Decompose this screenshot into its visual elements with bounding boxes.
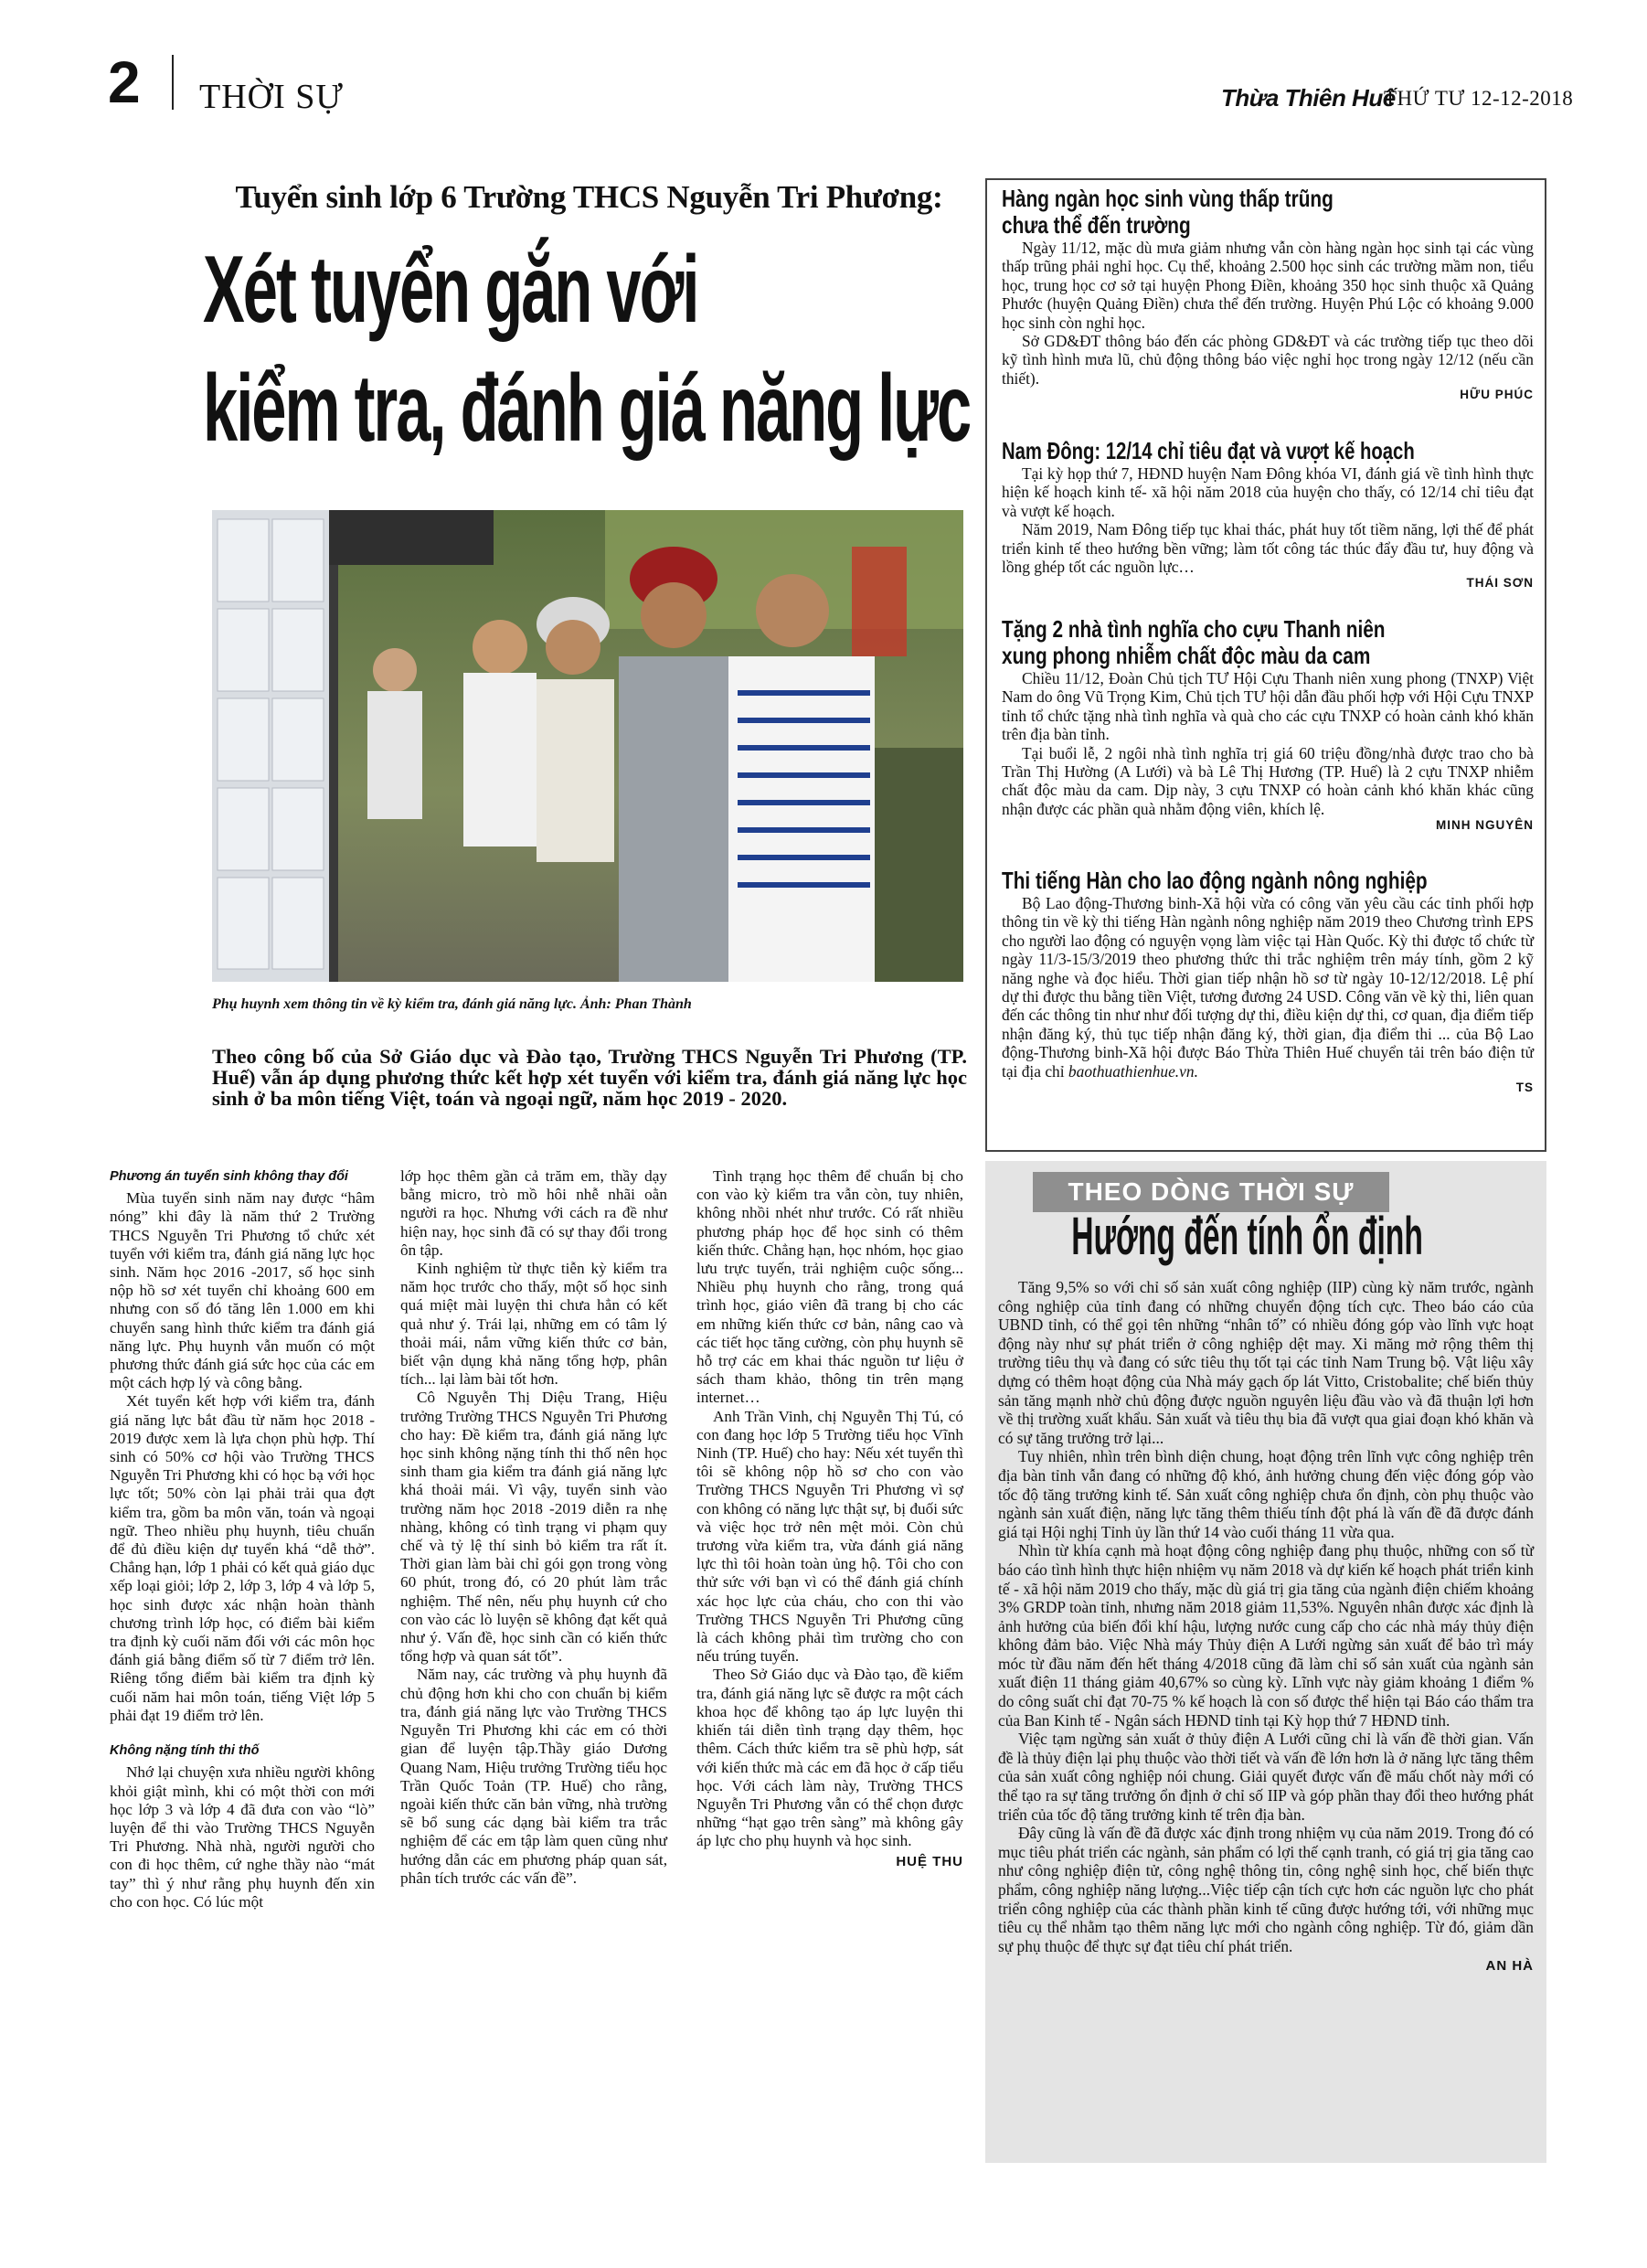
paragraph: Đây cũng là vấn đề đã được xác định trong nhiệm vụ của năm 2019. Trong đó có mục tiêu phát triển các ngành, sản phẩm có lợi thế cạnh tranh, có giá trị gia tăng cao như công nghiệp điện tử, công nghệ thông tin, công nghệ sinh học, chế biến thực phẩm, công nghiệp năng lượng...Việc tiếp cận tích cực hơn các nguồn lực cho phát triển công nghiệp của các thành phần kinh tế cũng được hướng tới, với những mục tiêu cụ thể nhằm tạo thêm năng lực mới cho ngành công nghiệp. Từ đó, giảm dần sự phụ thuộc để thực sự đạt tiêu chí phát triển. (998, 1824, 1534, 1955)
headline-line-2: kiểm tra, đánh giá năng lực (203, 356, 971, 462)
brief-byline: THÁI SƠN (1466, 576, 1534, 591)
header-divider (172, 55, 174, 110)
article-column-2 (400, 1167, 667, 1888)
paragraph: Năm nay, các trường và phụ huynh đã chủ động hơn khi cho con chuẩn bị kiểm tra, đánh giá năng lực vào Trường THCS Nguyễn Tri Phương khi các em có thời gian để luyện tập.Thầy giáo Dương Quang Nam, Hiệu trưởng Trường tiểu học Trần Quốc Toản (TP. Huế) cho rằng, ngoài kiến thức căn bản vững, nhà trường sẽ bổ sung các dạng bài kiểm tra trắc nghiệm để các em tập làm quen cũng như hướng dẫn các em phương pháp quan sát, phân tích trước các vấn đề”. (400, 1666, 667, 1887)
paragraph: Nhìn từ khía cạnh mà hoạt động công nghiệp đang phụ thuộc, những con số từ báo cáo tình hình thực hiện nhiệm vụ năm 2018 và dự kiến kế hoạch phát triển kinh tế - xã hội năm 2019 cho thấy, mặc dù giá trị gia tăng của ngành điện chiếm khoảng 3% GRDP toàn tỉnh, nhưng năm 2018 giảm 11,53%. Nguyên nhân được xác định là ảnh hưởng của biến đổi khí hậu, lượng nước cung cấp cho các nhà máy thủy điện không đảm bảo. Việc Nhà máy Thủy điện A Lưới ngừng sản xuất để bảo trì máy móc từ đầu năm đến hết tháng 4/2018 cũng đã làm chỉ số sản xuất của ngành sản xuất điện 11 tháng giảm 40,67% so cùng kỳ. Lĩnh vực này giảm khoảng 1 điểm % do công suất chỉ đạt 70-75 % kế hoạch là con số được thể hiện tại Báo cáo thẩm tra của Ban Kinh tế - Ngân sách HĐND tỉnh tại Kỳ họp thứ 7 HĐND tỉnh. (998, 1541, 1534, 1730)
article-lead: Theo công bố của Sở Giáo dục và Đào tạo, Trường THCS Nguyễn Tri Phương (TP. Huế) vẫn áp dụng phương thức kết hợp xét tuyển với kiểm tra, đánh giá năng lực học sinh ở ba môn tiếng Việt, toán và ngoại ngữ, năm học 2019 - 2020. (212, 1045, 967, 1110)
photo-caption: Phụ huynh xem thông tin về kỳ kiểm tra, đánh giá năng lực. Ảnh: Phan Thành (212, 996, 692, 1012)
subheading: Phương án tuyển sinh không thay đổi (110, 1169, 348, 1184)
page-number: 2 (108, 49, 141, 115)
brief-byline: MINH NGUYÊN (1435, 818, 1534, 833)
brief-item (1002, 186, 1534, 401)
paragraph: Kinh nghiệm từ thực tiễn kỳ kiểm tra năm học trước cho thấy, một số học sinh quá miệt mài luyện thi chưa hẳn có kết quả như ý. Trái lại, những em có tâm lý thoải mái, nắm vững kiến thức cơ bản, biết vận dụng khả năng tổng hợp, phân tích... lại làm bài tốt hơn. (400, 1260, 667, 1389)
brief-title: Tặng 2 nhà tình nghĩa cho cựu Thanh niên (1002, 615, 1386, 643)
article-headline (203, 230, 971, 468)
headline-line-1: Xét tuyển gắn với (203, 237, 698, 343)
paragraph: Anh Trần Vinh, chị Nguyễn Thị Tú, có con đang học lớp 5 Trường tiểu học Vĩnh Ninh (TP. Huế) cho hay: Nếu xét tuyển thì tôi sẽ không nộp hồ sơ cho con vào Trường THCS Nguyễn Tri Phương vì sợ con không có năng lực thật sự, bị đuối sức và việc học trở nên mệt mỏi. Còn chủ trương vừa kiểm tra, vừa đánh giá năng lực thì tôi hoàn toàn ủng hộ. Tôi cho con thử sức với bạn vì có thể đánh giá chính xác học lực của cháu, cho con thi vào Trường THCS Nguyễn Tri Phương cũng là cách không phải tìm trường cho con nếu trúng tuyển. (696, 1407, 963, 1666)
paragraph: Tăng 9,5% so với chỉ số sản xuất công nghiệp (IIP) cùng kỳ năm trước, ngành công nghiệp của tỉnh đang có những chuyển động tích cực. Theo báo cáo của UBND tỉnh, có thể gọi tên những “nhân tố” có nhiều đóng góp vào lĩnh vực hoạt động này như sự phát triển ở công nghiệp dệt may. Xi măng mở rộng thêm thị trường tiêu thụ và đang có sức tiêu thụ tốt tại các tỉnh Nam Trung bộ. Vật liệu xây dựng có thêm hoạt động của Nhà máy gạch ốp lát Vitto, Cristobalite; chế biến thủy sản tăng mạnh nhờ chủ động được nguồn nguyên liệu đầu vào và đã thuận lợi hơn về thị trường xuất khẩu. Sản xuất và tiêu thụ bia đã vượt qua giai đoạn khó khăn và có sự tăng trưởng trở lại... (998, 1278, 1534, 1447)
paragraph: Tuy nhiên, nhìn trên bình diện chung, hoạt động trên lĩnh vực công nghiệp trên địa bàn tỉnh vẫn đang có những độ khó, ảnh hưởng chung đến việc đóng góp vào tốc độ tăng trưởng kinh tế. Sản xuất công nghiệp chưa ổn định, còn phụ thuộc vào ngành sản xuất điện, năng lực tăng thêm thiếu tính đột phá là vấn đề đã được đánh giá tại Hội nghị Tỉnh ủy lần thứ 14 vào cuối tháng 11 vừa qua. (998, 1447, 1534, 1541)
brief-title: Nam Đông: 12/14 chỉ tiêu đạt và vượt kế hoạch (1002, 437, 1415, 464)
paragraph-text: Bộ Lao động-Thương binh-Xã hội vừa có công văn yêu cầu các tỉnh phối hợp thông tin về kỳ thi tiếng Hàn ngành nông nghiệp năm 2019 theo Chương trình EPS cho người lao động có nguyện vọng làm việc tại Hàn Quốc. Kỳ thi được tổ chức từ ngày 11/3-15/3/2019 theo phương thức thi trắc nghiệm trên máy tính, gồm 2 kỹ năng nghe và đọc hiểu. Thời gian tiếp nhận hồ sơ từ ngày 10-12/12/2018. Lệ phí dự thi được thu bằng tiền Việt, tương đương 24 USD. Công văn về kỳ thi, liên quan đến các thông tin như như đối tượng dự thi, điều kiện dự thi, cơ quan, địa điểm tiếp nhận đăng ký, thủ tục tiếp nhận đăng ký, thời gian, địa điểm thi ... của Bộ Lao động-Thương binh-Xã hội được Báo Thừa Thiên Huế chuyển tải trên báo điện tử tại địa chỉ (1002, 894, 1534, 1081)
paragraph: Xét tuyển kết hợp với kiểm tra, đánh giá năng lực bắt đầu từ năm học 2018 - 2019 được xem là lựa chọn phù hợp. Thí sinh có 50% cơ hội vào Trường THCS Nguyễn Tri Phương khi có học bạ với học lực tốt; 50% còn lại phải trải qua đợt kiểm tra, gồm ba môn văn, toán và ngoại ngữ. Theo nhiều phụ huynh, tiêu chuẩn để đủ điều kiện dự tuyển khá “dễ thở”. Chẳng hạn, lớp 1 phải có kết quả giáo dục xếp loại giỏi; lớp 2, lớp 3, lớp 4 và lớp 5, học sinh được xác nhận hoàn thành chương trình lớp học, có điểm bài kiểm tra định kỳ cuối năm đối với các môn học đánh giá bằng điểm số từ 7 điểm trở lên. Riêng tổng điểm bài kiểm tra định kỳ cuối năm hai môn toán, tiếng Việt lớp 5 phải đạt 19 điểm trở lên. (110, 1392, 375, 1724)
paragraph: lớp học thêm gần cả trăm em, thầy dạy bằng micro, trò mồ hôi nhễ nhãi oằn người ra học. Nhưng với cách ra đề như hiện nay, học sinh đã có sự thay đổi trong ôn tập. (400, 1167, 667, 1259)
paragraph: Ngày 11/12, mặc dù mưa giảm nhưng vẫn còn hàng ngàn học sinh tại các vùng thấp trũng phải nghỉ học. Cụ thể, khoảng 2.500 học sinh các trường mầm non, tiểu học, trung học cơ sở tại huyện Phong Điền, khoảng 350 học sinh thuộc xã Quảng Phước (huyện Quảng Điền) chưa thể đến trường. Huyện Phú Lộc có khoảng 9.000 học sinh còn nghỉ học. (1002, 239, 1534, 332)
commentary-title: Hướng đến tính ổn định (1071, 1207, 1423, 1266)
brief-item (1002, 438, 1534, 590)
website-link[interactable]: baothuathienhue.vn. (1068, 1061, 1198, 1081)
paragraph (1002, 894, 1534, 1081)
paragraph: Tình trạng học thêm để chuẩn bị cho con vào kỳ kiểm tra vẫn còn, tuy nhiên, không nhồi nhét như trước. Có rất nhiều phương pháp học để học sinh có thêm kiến thức. Chẳng hạn, học nhóm, học giao lưu trực tuyến, trải nghiệm cuộc sống... Nhiều phụ huynh cho rằng, trong quá trình học, giáo viên đã trang bị cho các em những kiến thức cơ bản, nâng cao và các tiết học tăng cường, còn phụ huynh sẽ hỗ trợ các em khai thác nguồn tư liệu ở sách tham khảo, thông tin trên mạng internet… (696, 1167, 963, 1407)
brief-byline: HỮU PHÚC (1460, 388, 1534, 402)
paragraph: Nhớ lại chuyện xưa nhiều người không khỏi giật mình, khi có một thời con mới học lớp 3 và lớp 4 đã đưa con vào “lò” luyện để thi vào Trường THCS Nguyễn Tri Phương. Nhà nhà, người người cho con đi học thêm, cứ nghe thầy nào “mát tay” thì ý như rằng phụ huynh đến xin cho con học. Có lúc một (110, 1763, 375, 1911)
brief-title: Thi tiếng Hàn cho lao động ngành nông nghiệp (1002, 867, 1428, 894)
paragraph: Tại kỳ họp thứ 7, HĐND huyện Nam Đông khóa VI, đánh giá về tình hình thực hiện kế hoạch kinh tế- xã hội năm 2018 của huyện cho thấy, có 12/14 chỉ tiêu đạt và vượt kế hoạch. (1002, 464, 1534, 520)
brief-text (1002, 464, 1534, 576)
article-kicker: Tuyển sinh lớp 6 Trường THCS Nguyễn Tri Phương: (235, 179, 943, 215)
brief-byline: TS (1515, 1081, 1534, 1095)
brief-title: xung phong nhiễm chất độc màu da cam (1002, 642, 1371, 669)
news-briefs-box (985, 178, 1546, 1152)
commentary-label: THEO DÒNG THỜI SỰ (1033, 1172, 1389, 1212)
paragraph: Chiều 11/12, Đoàn Chủ tịch TƯ Hội Cựu Thanh niên xung phong (TNXP) Việt Nam do ông Vũ Trọng Kim, Chủ tịch TƯ hội dẫn đầu phối hợp với Hội Cựu TNXP tỉnh tổ chức tặng nhà tình nghĩa và quà cho các cựu TNXP có hoàn cảnh khó khăn trên địa bàn tỉnh. (1002, 669, 1534, 744)
brief-text (1002, 239, 1534, 388)
brief-text (1002, 669, 1534, 818)
article-byline: HUỆ THU (896, 1853, 963, 1869)
commentary-body (998, 1278, 1534, 1976)
paragraph: Sở GD&ĐT thông báo đến các phòng GD&ĐT và các trường tiếp tục theo dõi kỹ tình hình mưa lũ, chủ động thông báo việc nghỉ học trong ngày 12/12 (nếu cần thiết). (1002, 332, 1534, 388)
paragraph: Tại buổi lễ, 2 ngôi nhà tình nghĩa trị giá 60 triệu đồng/nhà được trao cho bà Trần Thị Hường (A Lưới) và bà Lê Thị Hương (TP. Huế) là 2 cựu TNXP nhiễm chất độc màu da cam. Dịp này, 3 cựu TNXP có hoàn cảnh khó khăn khác cũng nhận được các phần quà nhằm động viên, khích lệ. (1002, 743, 1534, 818)
article-column-1 (110, 1167, 375, 1911)
paragraph: Mùa tuyển sinh năm nay được “hâm nóng” khi đây là năm thứ 2 Trường THCS Nguyễn Tri Phương tổ chức xét tuyển với kiểm tra, đánh giá năng lực học sinh. Năm học 2016 -2017, số học sinh nộp hồ sơ xét tuyển chỉ khoảng 600 em nhưng con số đó tăng lên 1.000 em khi chuyển sang hình thức kiểm tra đánh giá năng lực. Phụ huynh vẫn muốn có một phương thức đánh giá sức học của các em một cách hợp lý và công bằng. (110, 1189, 375, 1392)
article-column-3 (696, 1167, 963, 1871)
brief-item (1002, 868, 1534, 1094)
paragraph: Theo Sở Giáo dục và Đào tạo, đề kiểm tra, đánh giá năng lực sẽ được ra một cách khoa học để không tạo áp lực luyện thi khiến tái diễn tình trạng dạy thêm, học thêm. Cách thức kiểm tra sẽ phù hợp, sát với kiến thức mà các em đã học ở cấp tiểu học. Với cách làm này, Trường THCS Nguyễn Tri Phương vẫn có thể chọn được những “hạt gạo trên sàng” mà không gây áp lực cho phụ huynh và học sinh. (696, 1666, 963, 1850)
paragraph: Năm 2019, Nam Đông tiếp tục khai thác, phát huy tốt tiềm năng, lợi thế để phát triển kinh tế theo hướng bền vững; làm tốt công tác thúc đẩy đầu tư, huy động và lồng ghép tốt các nguồn lực… (1002, 520, 1534, 577)
photo-illustration (212, 510, 963, 982)
paragraph: Cô Nguyễn Thị Diệu Trang, Hiệu trưởng Trường THCS Nguyễn Tri Phương cho hay: Đề kiểm tra, đánh giá năng lực học sinh không nặng tính thi thố nên học sinh tham gia kiểm tra đánh giá năng lực khá thoải mái. Vì vậy, tuyển sinh vào trường năm học 2018 -2019 diễn ra nhẹ nhàng, không có tình trạng vi phạm quy chế và tỷ lệ thí sinh bỏ kiểm tra rất ít. Thời gian làm bài chỉ gói gọn trong vòng 60 phút, trong đó, có 20 phút làm trắc nghiệm. Thế nên, nếu phụ huynh cứ cho con vào các lò luyện sẽ không đạt kết quả như ý. Vấn đề, học sinh cần có kiến thức tổng hợp và quan sát tốt”. (400, 1389, 667, 1666)
newspaper-name: Thừa Thiên Huế (1221, 84, 1396, 112)
subheading: Không nặng tính thi thố (110, 1743, 260, 1759)
commentary-byline: AN HÀ (1485, 1958, 1534, 1975)
article-photo (212, 510, 963, 982)
brief-title: Hàng ngàn học sinh vùng thấp trũng (1002, 185, 1334, 212)
issue-date: THỨ TƯ 12-12-2018 (1384, 87, 1574, 110)
paragraph: Việc tạm ngừng sản xuất ở thủy điện A Lưới cũng chỉ là vấn đề thời gian. Vấn đề là thủy điện lại phụ thuộc vào thời tiết và vấn đề lớn hơn là ở năng lực tăng thêm của sản xuất công nghiệp nói chung. Giải quyết được vấn đề mấu chốt này mới có thể tạo ra sự tăng trưởng ổn định ở chỉ số IIP và góp phần thay đổi theo hướng phát triển của tốc độ tăng trưởng kinh tế trên địa bàn. (998, 1730, 1534, 1824)
section-title: THỜI SỰ (199, 78, 344, 116)
brief-item (1002, 616, 1534, 832)
brief-text (1002, 894, 1534, 1081)
brief-title: chưa thể đến trường (1002, 211, 1191, 239)
